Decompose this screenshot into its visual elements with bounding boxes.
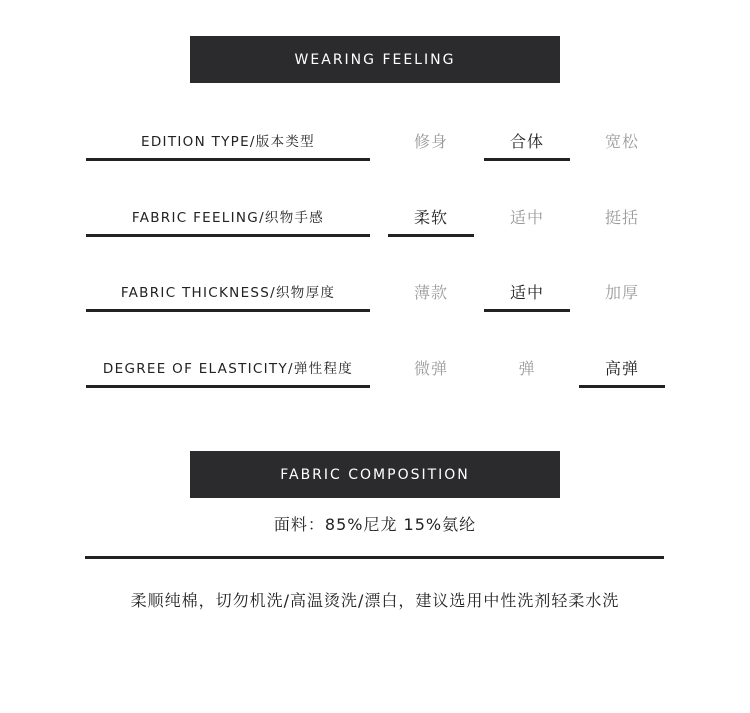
attribute-label: FABRIC FEELING/织物手感 [131,210,325,226]
selected-option-underline [484,309,570,312]
option-text: 合体 [509,131,544,151]
option-text: 修身 [413,131,448,151]
attribute-row-elasticity [86,348,666,388]
attribute-label-underline [86,234,370,237]
selected-option-underline [579,385,665,388]
attribute-label: DEGREE OF ELASTICITY/弹性程度 [102,361,354,377]
option-text: 弹 [518,358,536,378]
wearing-feeling-title: WEARING FEELING [294,51,456,68]
option-text: 加厚 [604,282,639,302]
option-text: 微弹 [413,358,448,378]
attribute-row-edition-type [86,121,666,161]
attribute-label: EDITION TYPE/版本类型 [141,134,315,150]
option-text: 柔软 [413,207,448,227]
composition-text: 面料：85%尼龙 15%氨纶 [273,514,477,534]
attribute-label: FABRIC THICKNESS/织物厚度 [120,285,336,301]
option-text: 适中 [509,282,544,302]
attribute-label-underline [86,158,370,161]
selected-option-underline [388,234,474,237]
attribute-label-underline [86,309,370,312]
selected-option-underline [484,158,570,161]
attribute-label-underline [86,385,370,388]
option-text: 高弹 [604,358,639,378]
option-text: 宽松 [604,131,639,151]
option-text: 适中 [509,207,544,227]
composition-divider [85,556,664,559]
fabric-composition-banner [190,451,560,498]
option-text: 挺括 [604,207,639,227]
fabric-composition-title: FABRIC COMPOSITION [280,466,470,483]
attribute-row-fabric-feeling [86,197,666,237]
attribute-row-fabric-thickness [86,272,666,312]
care-instructions: 柔顺纯棉，切勿机洗/高温烫洗/漂白，建议选用中性洗剂轻柔水洗 [130,590,620,610]
wearing-feeling-banner [190,36,560,83]
option-text: 薄款 [413,282,448,302]
